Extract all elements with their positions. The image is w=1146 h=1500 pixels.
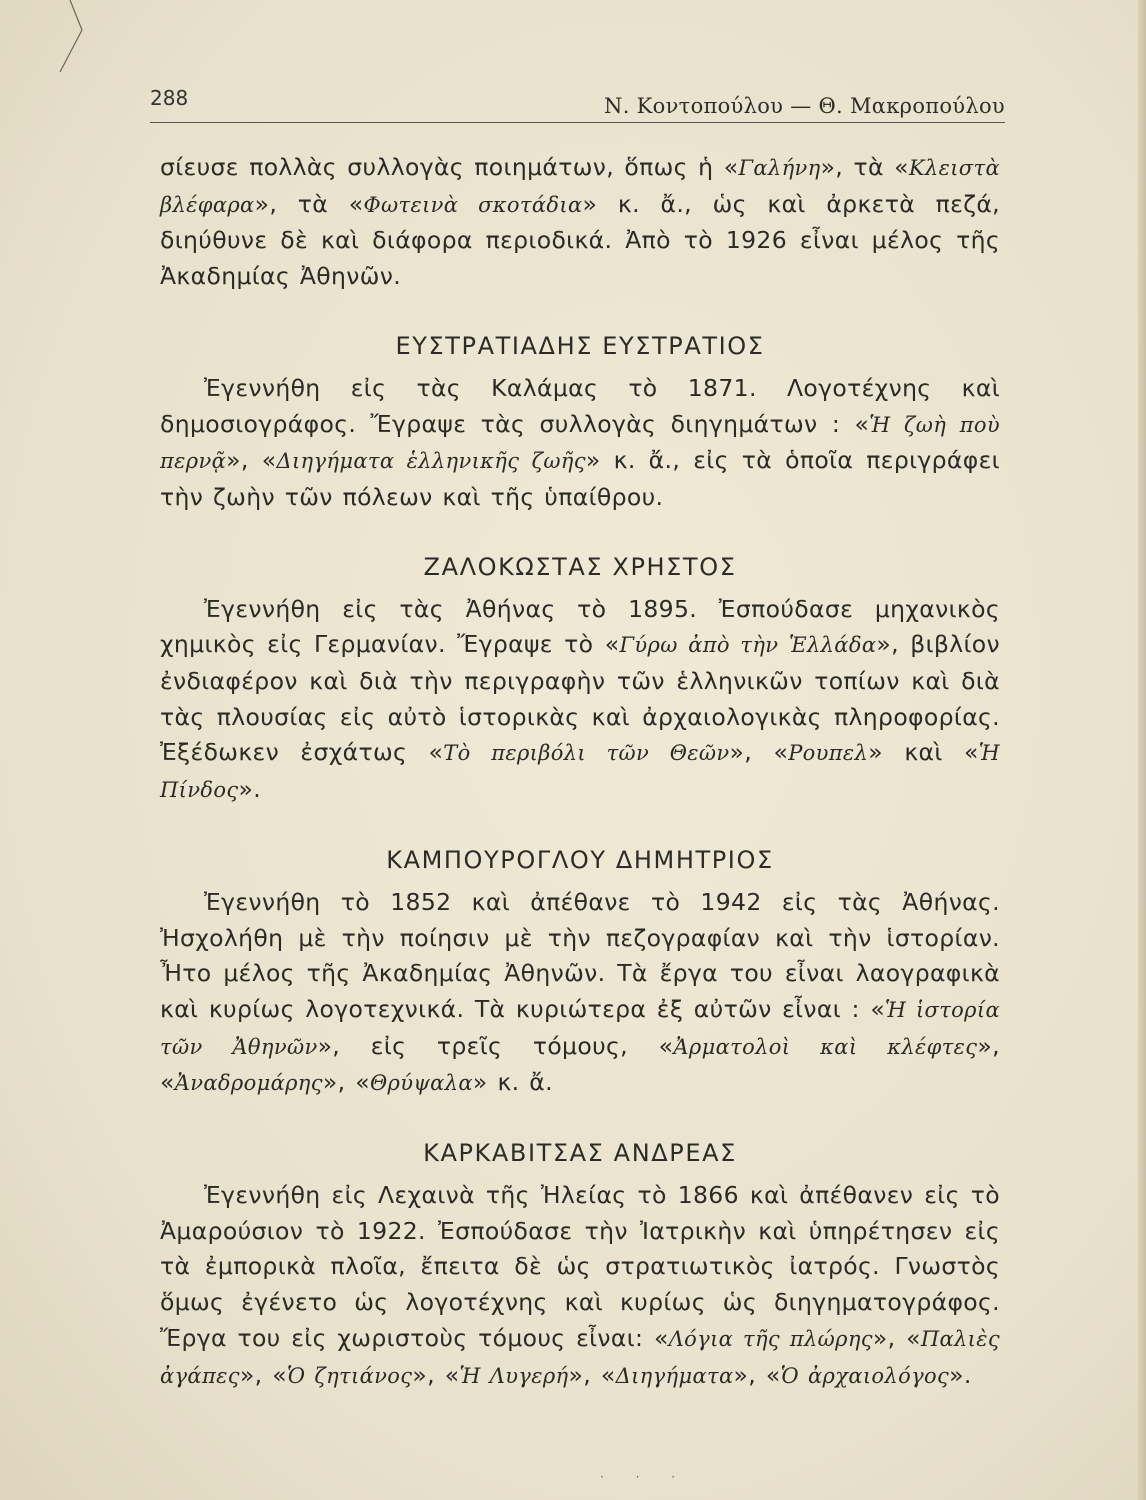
work-title: Ἡ ἱστορία τῶν Ἀθηνῶν xyxy=(160,997,1000,1059)
page-body xyxy=(160,150,1000,1394)
page-header xyxy=(150,86,1005,130)
intro-paragraph: σίευσε πολλὰς συλλογὰς ποιημάτων, ὅπως ἡ «Γαλήνη», τὰ «Κλειστὰ βλέφαρα», τὰ «Φωτεινὰ σκοτάδια» κ. ἄ., ὡς καὶ ἀρκετὰ πεζά, διηύθυνε δὲ καὶ διάφορα περιοδικά. Ἀπὸ τὸ 1926 εἶναι μέλος τῆς Ἀκαδημίας Ἀθηνῶν. xyxy=(160,153,1000,291)
work-title: Ὁ ἀρχαιολόγος xyxy=(780,1363,950,1388)
work-title: Παλιὲς ἀγάπες xyxy=(160,1326,1000,1388)
work-title: Διηγήματα xyxy=(615,1363,734,1388)
work-title: Ἡ ζωὴ ποὺ περνᾷ xyxy=(160,412,1000,474)
work-title: Διηγήματα ἑλληνικῆς ζωῆς xyxy=(276,449,586,474)
work-title: Ἡ Πίνδος xyxy=(160,741,1000,803)
work-title: Θρύψαλα xyxy=(369,1071,473,1096)
entry-heading-zalokostas: ΖΑΛΟΚΩΣΤΑΣ ΧΡΗΣΤΟΣ xyxy=(423,552,737,581)
work-title: Λόγια τῆς πλώρης xyxy=(668,1326,873,1351)
print-specks: · · · xyxy=(600,1470,690,1484)
entry-heading-eustratiadis: ΕΥΣΤΡΑΤΙΑΔΗΣ ΕΥΣΤΡΑΤΙΟΣ xyxy=(395,331,765,360)
page-number: 288 xyxy=(150,86,189,110)
entry-body-kambouroglou: Ἐγεννήθη τὸ 1852 καὶ ἀπέθανε τὸ 1942 εἰς τὰς Ἀθήνας. Ἠσχολήθη μὲ τὴν ποίησιν μὲ τὴν πεζογραφίαν καὶ τὴν ἱστορίαν. Ἦτο μέλος τῆς Ἀκαδημίας Ἀθηνῶν. Τὰ ἔργα του εἶναι λαογραφικὰ καὶ κυρίως λογοτεχνικά. Τὰ κυριώτερα ἐξ αὐτῶν εἶναι : «Ἡ ἱστορία τῶν Ἀθηνῶν», εἰς τρεῖς τόμους, «Ἀρματολοὶ καὶ κλέφτες», «Ἀναδρομάρης», «Θρύψαλα» κ. ἄ. xyxy=(160,887,1000,1097)
work-title: Κλειστὰ βλέφαρα xyxy=(160,156,1000,217)
page-edge-shadow xyxy=(1138,0,1146,1500)
entry-heading-karkavitsas: ΚΑΡΚΑΒΙΤΣΑΣ ΑΝΔΡΕΑΣ xyxy=(423,1139,737,1168)
work-title: Ρουπελ xyxy=(788,741,869,766)
running-head: Ν. Κοντοπούλου — Θ. Μακροπούλου xyxy=(604,94,1005,118)
work-title: Ἡ Λυγερή xyxy=(459,1363,569,1388)
work-title: Γαλήνη xyxy=(738,156,821,180)
header-rule xyxy=(150,122,1005,123)
entry-heading-kambouroglou: ΚΑΜΠΟΥΡΟΓΛΟΥ ΔΗΜΗΤΡΙΟΣ xyxy=(386,845,774,874)
entry-body-zalokostas: Ἐγεννήθη εἰς τὰς Ἀθήνας τὸ 1895. Ἐσπούδασε μηχανικὸς χημικὸς εἰς Γερμανίαν. Ἔγραψε τὸ «Γύρω ἀπὸ τὴν Ἑλλάδα», βιβλίον ἐνδιαφέρον καὶ διὰ τὴν περιγραφὴν τῶν ἑλληνικῶν τοπίων καὶ διὰ τὰς πλουσίας εἰς αὐτὸ ἱστορικὰς καὶ ἀρχαιολογικὰς πληροφορίας. Ἐξέδωκεν ἐσχάτως «Τὸ περιβόλι τῶν Θεῶν», «Ρουπελ» καὶ «Ἡ Πίνδος». xyxy=(160,594,1000,804)
work-title: Γύρω ἀπὸ τὴν Ἑλλάδα xyxy=(619,633,877,658)
work-title: Ὁ ζητιάνος xyxy=(286,1363,413,1388)
corner-fold-mark xyxy=(48,0,88,80)
work-title: Τὸ περιβόλι τῶν Θεῶν xyxy=(443,741,730,766)
entry-body-eustratiadis: Ἐγεννήθη εἰς τὰς Καλάμας τὸ 1871. Λογοτέχνης καὶ δημοσιογράφος. Ἔγραψε τὰς συλλογὰς διηγημάτων : «Ἡ ζωὴ ποὺ περνᾷ», «Διηγήματα ἑλληνικῆς ζωῆς» κ. ἄ., εἰς τὰ ὁποῖα περιγράφει τὴν ζωὴν τῶν πόλεων καὶ τῆς ὑπαίθρου. xyxy=(160,373,1000,511)
work-title: Ἀρματολοὶ καὶ κλέφτες xyxy=(673,1034,978,1059)
work-title: Ἀναδρομάρης xyxy=(174,1071,323,1096)
entry-body-karkavitsas: Ἐγεννήθη εἰς Λεχαινὰ τῆς Ἠλείας τὸ 1866 καὶ ἀπέθανεν εἰς τὸ Ἀμαρούσιον τὸ 1922. Ἐσπούδασε τὴν Ἰατρικὴν καὶ ὑπηρέτησεν εἰς τὰ ἐμπορικὰ πλοῖα, ἔπειτα δὲ ὡς στρατιωτικὸς ἰατρός. Γνωστὸς ὅμως ἐγένετο ὡς λογοτέχνης καὶ κυρίως ὡς διηγηματογράφος. Ἔργα του εἰς χωριστοὺς τόμους εἶναι: «Λόγια τῆς πλώρης», «Παλιὲς ἀγάπες», «Ὁ ζητιάνος», «Ἡ Λυγερή», «Διηγήματα», «Ὁ ἀρχαιολόγος». xyxy=(160,1181,1000,1389)
work-title: Φωτεινὰ σκοτάδια xyxy=(363,192,583,217)
